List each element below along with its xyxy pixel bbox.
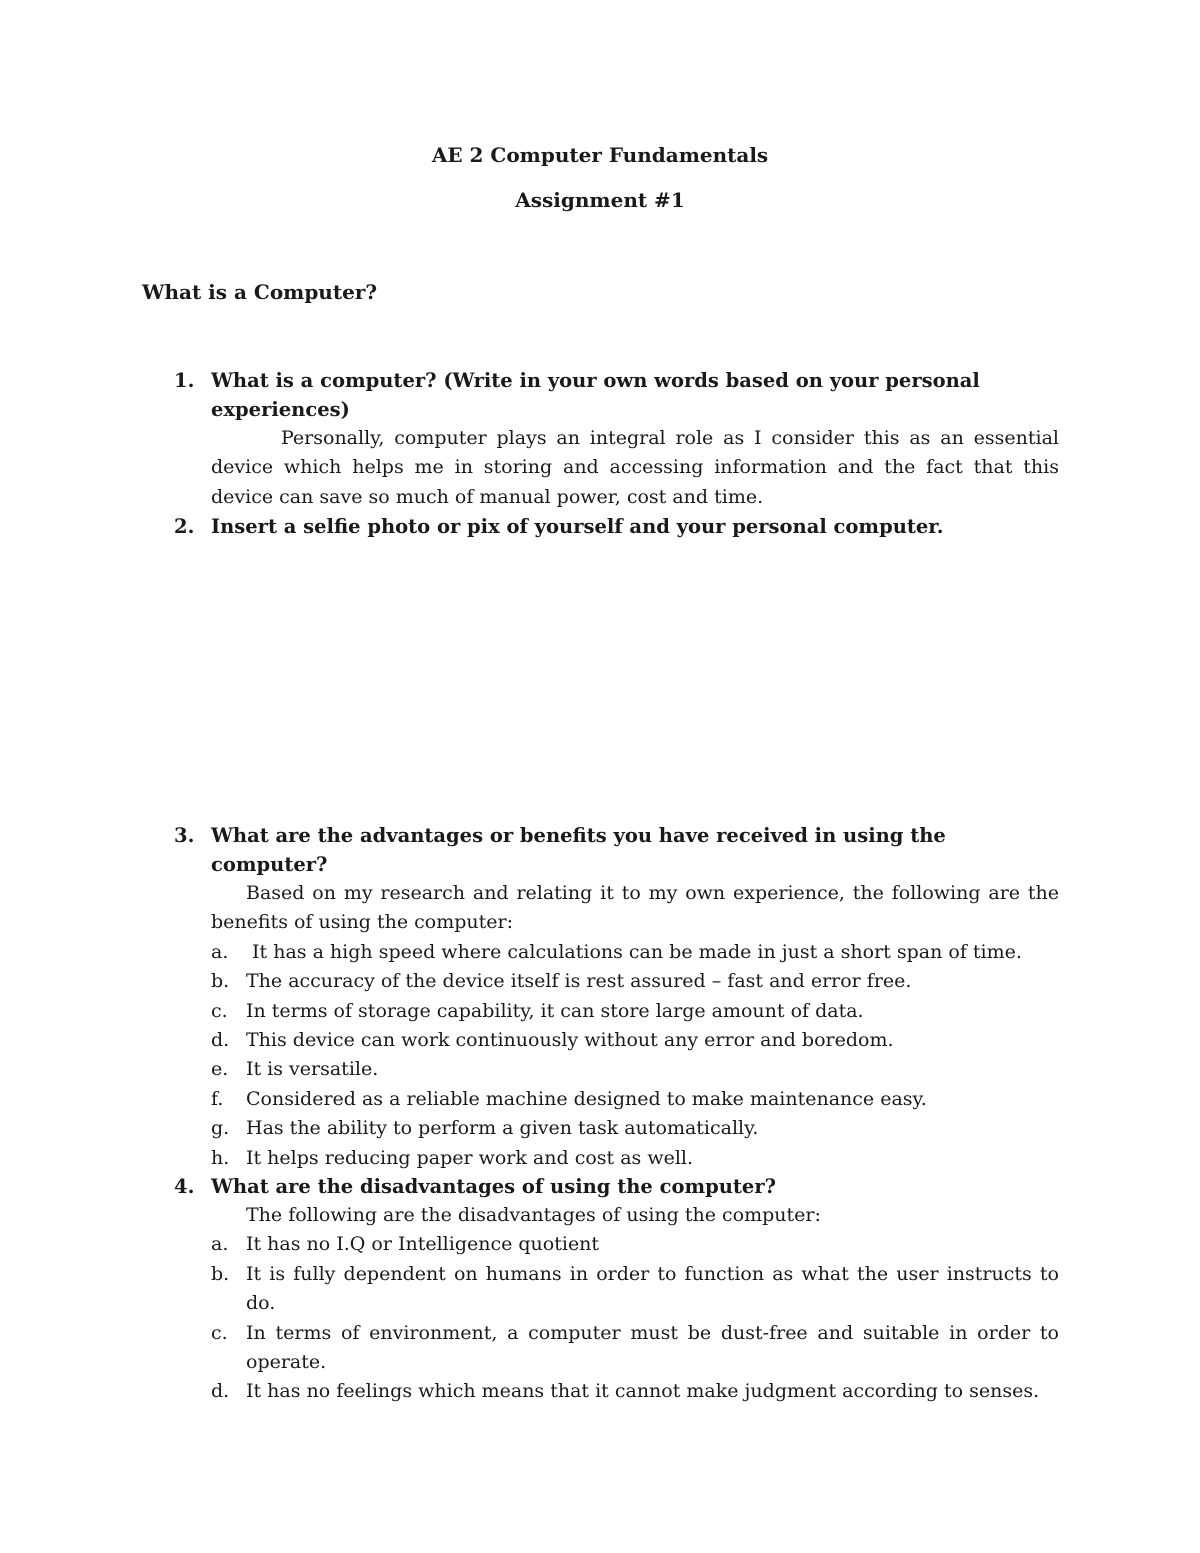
question-text: What are the disadvantages of using the computer? (211, 1175, 777, 1198)
list-item-text: In terms of environment, a computer must be dust-free and suitable in order to operate. (246, 1321, 1059, 1374)
question-text: What are the advantages or benefits you have received in using the computer? (211, 824, 946, 876)
list-marker: d. (211, 1029, 230, 1052)
list-marker: c. (211, 999, 228, 1022)
question-text: Insert a selfie photo or pix of yourself and your personal computer. (211, 515, 944, 538)
question-1-heading (174, 366, 1059, 424)
question-number: 1. (174, 369, 195, 392)
benefits-list (211, 938, 1059, 1173)
list-item-text: It has a high speed where calculations can be made in just a short span of time. (246, 940, 1022, 963)
answer-intro: The following are the disadvantages of using the computer: (246, 1204, 821, 1226)
list-item (211, 967, 1059, 996)
answer-text: Personally, computer plays an integral role as I consider this as an essential device which helps me in storing and accessing information and the fact that this device can save so much of manual power, cost and time. (211, 427, 1059, 508)
list-marker: c. (211, 1321, 228, 1344)
list-item-text: It has no I.Q or Intelligence quotient (246, 1233, 600, 1256)
list-item-text: The accuracy of the device itself is rest assured – fast and error free. (246, 970, 912, 993)
list-item (211, 1319, 1059, 1378)
list-item-text: It has no feelings which means that it cannot make judgment according to senses. (246, 1380, 1040, 1403)
question-4 (174, 1172, 1059, 1407)
question-number: 2. (174, 515, 195, 538)
course-title: AE 2 Computer Fundamentals (431, 143, 769, 167)
question-3-heading (174, 821, 1059, 879)
list-item (211, 1055, 1059, 1084)
question-1 (174, 366, 1059, 512)
list-marker: g. (211, 1117, 230, 1140)
assignment-title: Assignment #1 (515, 188, 685, 212)
question-2-heading (174, 512, 1059, 541)
list-item-text: This device can work continuously without any error and boredom. (246, 1029, 894, 1052)
list-marker: f. (211, 1087, 224, 1110)
list-item-text: It helps reducing paper work and cost as well. (246, 1146, 694, 1169)
list-item (211, 1144, 1059, 1173)
list-item (211, 1026, 1059, 1055)
list-item (211, 997, 1059, 1026)
list-item (211, 1260, 1059, 1319)
list-item (211, 1377, 1059, 1406)
question-number: 3. (174, 824, 195, 847)
section-heading: What is a Computer? (142, 280, 378, 304)
answer-intro: Based on my research and relating it to my own experience, the following are the benefits of using the computer: (211, 882, 1059, 934)
list-marker: e. (211, 1058, 229, 1081)
list-item-text: In terms of storage capability, it can store large amount of data. (246, 999, 864, 1022)
question-3 (174, 821, 1059, 1173)
list-marker: d. (211, 1380, 230, 1403)
question-2 (174, 512, 1059, 541)
list-item-text: Has the ability to perform a given task automatically. (246, 1117, 759, 1140)
disadvantages-list (211, 1230, 1059, 1406)
question-text: What is a computer? (Write in your own words based on your personal experiences) (211, 369, 980, 421)
list-item (211, 1114, 1059, 1143)
list-item-text: Considered as a reliable machine designed to make maintenance easy. (246, 1087, 927, 1110)
list-marker: b. (211, 1262, 230, 1285)
list-item-text: It is versatile. (246, 1058, 379, 1081)
list-marker: h. (211, 1146, 230, 1169)
list-marker: a. (211, 940, 229, 963)
list-item-text: It is fully dependent on humans in order to function as what the user instructs to do. (246, 1262, 1059, 1315)
question-number: 4. (174, 1175, 195, 1198)
list-item (211, 938, 1059, 967)
question-4-heading (174, 1172, 1059, 1201)
list-item (211, 1085, 1059, 1114)
list-item (211, 1230, 1059, 1259)
list-marker: b. (211, 970, 230, 993)
list-marker: a. (211, 1233, 229, 1256)
